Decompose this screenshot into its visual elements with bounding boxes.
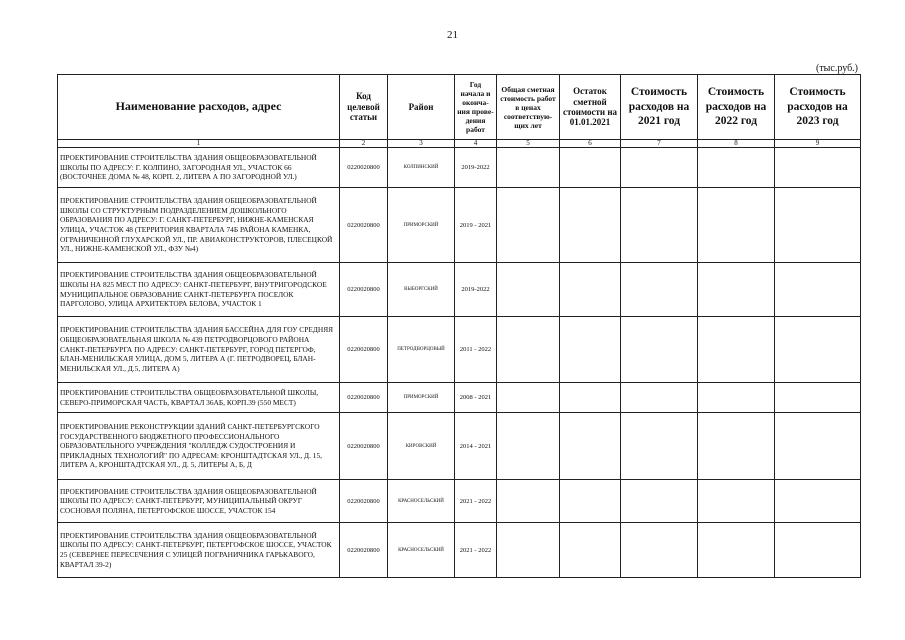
row-cost-2022 <box>698 148 775 188</box>
row-cost-2023 <box>775 188 861 263</box>
header-years: Год начала и оконча-ния прове-дения работ <box>455 75 497 140</box>
row-remainder <box>560 523 621 578</box>
row-district: КИРОВСКИЙ <box>388 413 455 480</box>
row-cost-2021 <box>621 480 698 523</box>
row-remainder <box>560 413 621 480</box>
column-number: 4 <box>455 140 497 148</box>
row-years: 2011 - 2022 <box>455 317 497 383</box>
row-name: ПРОЕКТИРОВАНИЕ СТРОИТЕЛЬСТВА ЗДАНИЯ ОБЩЕОБРАЗОВАТЕЛЬНОЙ ШКОЛЫ ПО АДРЕСУ: САНКТ-ПЕТЕРБУРГ, МУНИЦИПАЛЬНЫЙ ОКРУГ СОСНОВАЯ ПОЛЯНА, ПЕТЕРГОФСКОЕ ШОССЕ, УЧАСТОК 154 <box>58 480 340 523</box>
row-district: КОЛПИНСКИЙ <box>388 148 455 188</box>
row-remainder <box>560 317 621 383</box>
row-total-cost <box>497 148 560 188</box>
row-district: ПРИМОРСКИЙ <box>388 188 455 263</box>
row-district: ВЫБОРГСКИЙ <box>388 263 455 317</box>
row-district: КРАСНОСЕЛЬСКИЙ <box>388 480 455 523</box>
row-code: 0220020800 <box>340 480 388 523</box>
row-code: 0220020800 <box>340 263 388 317</box>
column-number: 7 <box>621 140 698 148</box>
row-cost-2022 <box>698 413 775 480</box>
row-cost-2021 <box>621 413 698 480</box>
row-code: 0220020800 <box>340 148 388 188</box>
row-cost-2022 <box>698 480 775 523</box>
row-cost-2023 <box>775 317 861 383</box>
header-remainder: Остаток сметной стоимости на 01.01.2021 <box>560 75 621 140</box>
row-years: 2019-2022 <box>455 148 497 188</box>
row-cost-2023 <box>775 523 861 578</box>
page-number: 21 <box>447 29 458 41</box>
header-cost-2023: Стоимость расходов на 2023 год <box>775 75 861 140</box>
row-cost-2023 <box>775 263 861 317</box>
row-cost-2022 <box>698 317 775 383</box>
row-code: 0220020800 <box>340 317 388 383</box>
header-cost-2021: Стоимость расходов на 2021 год <box>621 75 698 140</box>
row-code: 0220020800 <box>340 188 388 263</box>
row-name: ПРОЕКТИРОВАНИЕ СТРОИТЕЛЬСТВА ЗДАНИЯ БАССЕЙНА ДЛЯ ГОУ СРЕДНЯЯ ОБЩЕОБРАЗОВАТЕЛЬНАЯ ШКОЛА № 439 ПЕТРОДВОРЦОВОГО РАЙОНА САНКТ-ПЕТЕРБУРГА ПО АДРЕСУ: САНКТ-ПЕТЕРБУРГ, ГОРОД ПЕТЕРГОФ, БЛАН-МЕНИЛЬСКАЯ УЛИЦА, ДОМ 5, ЛИТЕРА А (Г. ПЕТРОДВОРЕЦ, БЛАН-МЕНИЛЬСКАЯ УЛ., Д.5, ЛИТЕРА А) <box>58 317 340 383</box>
column-number: 1 <box>58 140 340 148</box>
header-code: Код целевой статьи <box>340 75 388 140</box>
table-row <box>58 523 861 578</box>
row-years: 2008 - 2021 <box>455 383 497 413</box>
row-district: ПЕТРОДВОРЦОВЫЙ <box>388 317 455 383</box>
row-cost-2021 <box>621 523 698 578</box>
column-number: 8 <box>698 140 775 148</box>
row-years: 2019 - 2021 <box>455 188 497 263</box>
row-cost-2023 <box>775 413 861 480</box>
header-total-cost: Общая сметная стоимость работ в ценах соответствую-щих лет <box>497 75 560 140</box>
row-cost-2023 <box>775 383 861 413</box>
row-cost-2022 <box>698 523 775 578</box>
row-remainder <box>560 480 621 523</box>
row-cost-2021 <box>621 188 698 263</box>
row-total-cost <box>497 188 560 263</box>
row-total-cost <box>497 317 560 383</box>
row-name: ПРОЕКТИРОВАНИЕ СТРОИТЕЛЬСТВА ЗДАНИЯ ОБЩЕОБРАЗОВАТЕЛЬНОЙ ШКОЛЫ СО СТРУКТУРНЫМ ПОДРАЗДЕЛЕНИЕМ ДОШКОЛЬНОГО ОБРАЗОВАНИЯ ПО АДРЕСУ: Г. САНКТ-ПЕТЕРБУРГ, НИЖНЕ-КАМЕНСКАЯ УЛИЦА, УЧАСТОК 48 (ТЕРРИТОРИЯ КВАРТАЛА 74Б РАЙОНА КАМЕНКА, ОГРАНИЧЕННОЙ ГЛУХАРСКОЙ УЛ., ПР. АВИАКОНСТРУКТОРОВ, ПЛЕСЕЦКОЙ УЛ., НИЖНЕ-КАМЕНСКОЙ УЛ., ФЗУ №4) <box>58 188 340 263</box>
table-row <box>58 383 861 413</box>
row-cost-2022 <box>698 383 775 413</box>
row-cost-2021 <box>621 317 698 383</box>
row-cost-2023 <box>775 480 861 523</box>
row-cost-2021 <box>621 148 698 188</box>
row-code: 0220020800 <box>340 413 388 480</box>
row-years: 2014 - 2021 <box>455 413 497 480</box>
row-remainder <box>560 148 621 188</box>
row-total-cost <box>497 523 560 578</box>
units-label: (тыс.руб.) <box>815 63 858 74</box>
row-name: ПРОЕКТИРОВАНИЕ СТРОИТЕЛЬСТВА ОБЩЕОБРАЗОВАТЕЛЬНОЙ ШКОЛЫ, СЕВЕРО-ПРИМОРСКАЯ ЧАСТЬ, КВАРТАЛ 36АБ, КОРП.39 (550 МЕСТ) <box>58 383 340 413</box>
table-row <box>58 188 861 263</box>
expenses-table <box>57 74 861 578</box>
header-name: Наименование расходов, адрес <box>58 75 340 140</box>
header-cost-2022: Стоимость расходов на 2022 год <box>698 75 775 140</box>
column-number: 2 <box>340 140 388 148</box>
row-cost-2021 <box>621 383 698 413</box>
row-total-cost <box>497 413 560 480</box>
table-row <box>58 148 861 188</box>
column-number-row <box>58 140 861 148</box>
row-years: 2021 - 2022 <box>455 523 497 578</box>
row-cost-2022 <box>698 263 775 317</box>
table-row <box>58 263 861 317</box>
row-name: ПРОЕКТИРОВАНИЕ РЕКОНСТРУКЦИИ ЗДАНИЙ САНКТ-ПЕТЕРБУРГСКОГО ГОСУДАРСТВЕННОГО БЮДЖЕТНОГО ПРОФЕССИОНАЛЬНОГО ОБРАЗОВАТЕЛЬНОГО УЧРЕЖДЕНИЯ "КОЛЛЕДЖ СУДОСТРОЕНИЯ И ПРИКЛАДНЫХ ТЕХНОЛОГИЙ" ПО АДРЕСАМ: КРОНШТАДТСКАЯ УЛ., Д. 15, ЛИТЕРА А, КРОНШТАДТСКАЯ УЛ., Д. 5, ЛИТЕРЫ А, Б, Д <box>58 413 340 480</box>
column-number: 6 <box>560 140 621 148</box>
row-total-cost <box>497 383 560 413</box>
column-number: 3 <box>388 140 455 148</box>
row-cost-2021 <box>621 263 698 317</box>
table-row <box>58 480 861 523</box>
row-remainder <box>560 263 621 317</box>
header-row <box>58 75 861 140</box>
row-total-cost <box>497 263 560 317</box>
row-name: ПРОЕКТИРОВАНИЕ СТРОИТЕЛЬСТВА ЗДАНИЯ ОБЩЕОБРАЗОВАТЕЛЬНОЙ ШКОЛЫ ПО АДРЕСУ: САНКТ-ПЕТЕРБУРГ, ПЕТЕРГОФСКОЕ ШОССЕ, УЧАСТОК 25 (СЕВЕРНЕЕ ПЕРЕСЕЧЕНИЯ С УЛИЦЕЙ ПОГРАНИЧНИКА ГАРЬКАВОГО, КВАРТАЛ 39-2) <box>58 523 340 578</box>
row-code: 0220020800 <box>340 523 388 578</box>
header-district: Район <box>388 75 455 140</box>
row-cost-2023 <box>775 148 861 188</box>
row-name: ПРОЕКТИРОВАНИЕ СТРОИТЕЛЬСТВА ЗДАНИЯ ОБЩЕОБРАЗОВАТЕЛЬНОЙ ШКОЛЫ НА 825 МЕСТ ПО АДРЕСУ: САНКТ-ПЕТЕРБУРГ, ВНУТРИГОРОДСКОЕ МУНИЦИПАЛЬНОЕ ОБРАЗОВАНИЕ САНКТ-ПЕТЕРБУРГА ПОСЕЛОК ПАРГОЛОВО, УЛИЦА АРХИТЕКТОРА БЕЛОВА, УЧАСТОК 1 <box>58 263 340 317</box>
row-years: 2021 - 2022 <box>455 480 497 523</box>
row-years: 2019-2022 <box>455 263 497 317</box>
row-total-cost <box>497 480 560 523</box>
table-row <box>58 413 861 480</box>
column-number: 5 <box>497 140 560 148</box>
row-cost-2022 <box>698 188 775 263</box>
row-remainder <box>560 383 621 413</box>
row-district: ПРИМОРСКИЙ <box>388 383 455 413</box>
table-row <box>58 317 861 383</box>
row-district: КРАСНОСЕЛЬСКИЙ <box>388 523 455 578</box>
row-remainder <box>560 188 621 263</box>
column-number: 9 <box>775 140 861 148</box>
row-name: ПРОЕКТИРОВАНИЕ СТРОИТЕЛЬСТВА ЗДАНИЯ ОБЩЕОБРАЗОВАТЕЛЬНОЙ ШКОЛЫ ПО АДРЕСУ: Г. КОЛПИНО, ЗАГОРОДНАЯ УЛ., УЧАСТОК 66 (ВОСТОЧНЕЕ ДОМА № 48, КОРП. 2, ЛИТЕРА А ПО ЗАГОРОДНОЙ УЛ.) <box>58 148 340 188</box>
row-code: 0220020800 <box>340 383 388 413</box>
